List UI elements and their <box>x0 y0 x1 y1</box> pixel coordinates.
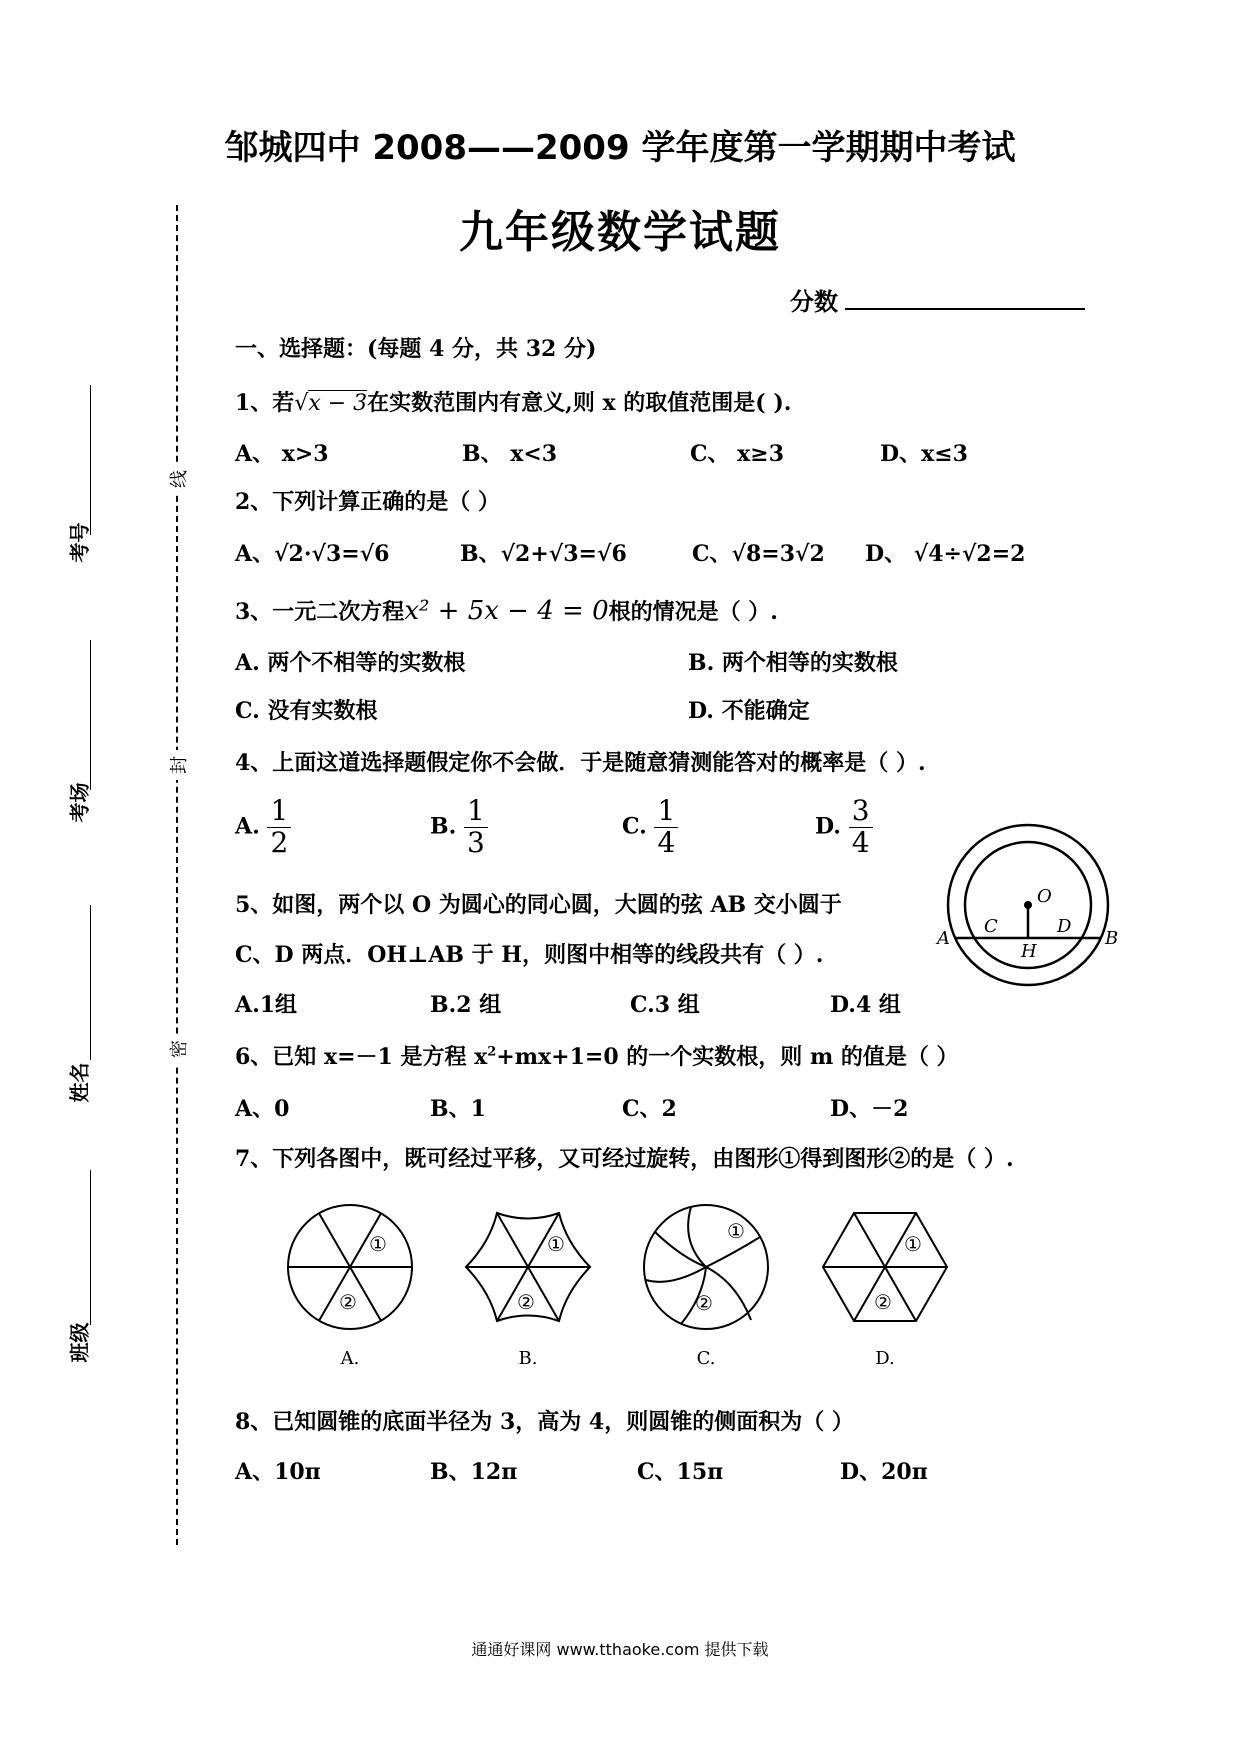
q4-b-numerator: 1 <box>467 794 485 827</box>
q4-option-d-letter: D. <box>815 813 841 840</box>
q1-option-b: B、 x<3 <box>462 441 558 467</box>
side-blank-name[interactable] <box>90 905 91 1060</box>
q5-option-b: B.2 组 <box>430 992 502 1018</box>
seal-char-secret: 密 <box>165 1034 191 1064</box>
q5-option-d: D.4 组 <box>830 992 901 1018</box>
q4-option-b-letter: B. <box>430 813 457 840</box>
q3-post: 根的情况是（ ）. <box>608 599 778 625</box>
question-1 <box>235 386 791 417</box>
seal-char-line: 线 <box>165 464 191 494</box>
side-blank-exam-number[interactable] <box>90 385 91 535</box>
exam-subtitle: 九年级数学试题 <box>459 207 781 258</box>
q6-option-a: A、0 <box>235 1096 290 1122</box>
seal-char-seal: 封 <box>165 750 191 780</box>
q8-option-c: C、15π <box>637 1459 724 1485</box>
fig-a-mark-1: ① <box>369 1232 387 1256</box>
q4-option-a <box>235 796 291 859</box>
exam-title: 邹城四中 2008——2009 学年度第一学期期中考试 <box>224 128 1016 168</box>
label-b: B <box>1105 928 1119 949</box>
q1-option-c: C、 x≥3 <box>690 441 785 467</box>
q4-option-b-fraction <box>464 796 488 859</box>
q6-option-c: C、2 <box>622 1096 677 1122</box>
q1-radicand: x − 3 <box>308 391 368 416</box>
q2-option-a: A、√2·√3=√6 <box>235 541 390 567</box>
q3-option-c: C. 没有实数根 <box>235 698 378 724</box>
figure-a-caption: A. <box>340 1348 360 1369</box>
q4-option-c-letter: C. <box>622 813 647 840</box>
q6-stem-a: 6、已知 x=－1 是方程 x <box>235 1044 488 1070</box>
q8-option-a: A、10π <box>235 1459 321 1485</box>
fig-c-mark-2: ② <box>695 1291 713 1315</box>
question-2: 2、下列计算正确的是（ ） <box>235 489 500 515</box>
label-a: A <box>937 928 950 949</box>
q3-equation: x² + 5x − 4 = 0 <box>404 596 609 626</box>
side-label-name: 姓名 <box>67 1062 92 1103</box>
question-5-line-1: 5、如图，两个以 O 为圆心的同心圆，大圆的弦 AB 交小圆于 <box>235 892 842 918</box>
q4-option-a-letter: A. <box>235 813 260 840</box>
q5-option-c: C.3 组 <box>630 992 700 1018</box>
binding-dashed-line <box>176 205 178 1545</box>
q3-option-b: B. 两个相等的实数根 <box>688 650 898 676</box>
question-8: 8、已知圆锥的底面半径为 3，高为 4，则圆锥的侧面积为（ ） <box>235 1409 854 1435</box>
q4-a-denominator: 2 <box>270 825 289 859</box>
q4-d-numerator: 3 <box>851 794 870 827</box>
q3-option-d: D. 不能确定 <box>688 698 810 724</box>
figure-b-concave-hexagon <box>463 1202 593 1332</box>
q4-option-a-fraction <box>267 796 291 859</box>
figure-c-pinwheel-circle <box>641 1202 771 1332</box>
q3-option-a: A. 两个不相等的实数根 <box>235 650 466 676</box>
label-c: C <box>984 916 998 937</box>
q1-option-a: A、 x>3 <box>235 441 329 467</box>
side-label-exam-room: 考场 <box>67 782 92 823</box>
fig-b-mark-1: ① <box>547 1232 565 1256</box>
q4-c-denominator: 4 <box>657 825 676 859</box>
side-label-exam-number: 考号 <box>67 522 92 563</box>
question-6 <box>235 1040 959 1071</box>
concentric-circles-figure <box>935 820 1125 990</box>
q3-pre: 3、一元二次方程 <box>235 599 405 625</box>
figure-c-caption: C. <box>696 1348 716 1369</box>
q4-option-c-fraction <box>654 796 678 859</box>
q6-option-b: B、1 <box>430 1096 486 1122</box>
question-5-line-2: C、D 两点．OH⊥AB 于 H，则图中相等的线段共有（ ）. <box>235 942 824 968</box>
q8-option-b: B、12π <box>430 1459 518 1485</box>
q6-stem-b: +mx+1=0 的一个实数根，则 m 的值是（ ） <box>496 1044 959 1070</box>
q8-option-d: D、20π <box>840 1459 928 1485</box>
q6-exponent: 2 <box>487 1044 497 1060</box>
q6-option-d: D、－2 <box>830 1096 909 1122</box>
footer-source: 通通好课网 www.tthaoke.com 提供下载 <box>471 1640 769 1659</box>
q4-a-numerator: 1 <box>270 794 289 827</box>
q5-option-a: A.1组 <box>235 992 298 1018</box>
section-heading: 一、选择题：(每题 4 分，共 32 分) <box>235 336 597 362</box>
q4-option-b <box>430 796 488 859</box>
q1-sqrt-sign: √ <box>294 391 309 416</box>
q4-option-d-fraction <box>849 796 873 859</box>
q1-pre: 1、若 <box>235 390 295 416</box>
fig-d-mark-1: ① <box>904 1232 922 1256</box>
fig-b-mark-2: ② <box>517 1290 535 1314</box>
q4-b-denominator: 3 <box>467 825 485 859</box>
question-4: 4、上面这道选择题假定你不会做．于是随意猜测能答对的概率是（ ）. <box>235 750 926 776</box>
fig-c-mark-1: ① <box>727 1219 745 1243</box>
q4-option-c <box>622 796 678 859</box>
figure-a-circle-sectors <box>285 1202 415 1332</box>
side-blank-class[interactable] <box>90 1170 91 1325</box>
q2-option-c: C、√8=3√2 <box>692 541 825 567</box>
side-blank-exam-room[interactable] <box>90 640 91 790</box>
figure-b-caption: B. <box>518 1348 538 1369</box>
score-label: 分数 <box>790 288 838 316</box>
question-3 <box>235 595 778 626</box>
q4-c-numerator: 1 <box>657 794 676 827</box>
question-7: 7、下列各图中，既可经过平移，又可经过旋转，由图形①得到图形②的是（ ）. <box>235 1146 1014 1172</box>
figure-d-hexagon <box>820 1202 950 1332</box>
q2-option-d: D、 √4÷√2=2 <box>865 541 1026 567</box>
fig-d-mark-2: ② <box>874 1290 892 1314</box>
side-label-class: 班级 <box>67 1322 92 1363</box>
q4-option-d <box>815 796 873 859</box>
q1-post: 在实数范围内有意义,则 x 的取值范围是( ). <box>367 390 792 416</box>
label-h: H <box>1021 941 1037 962</box>
q4-d-denominator: 4 <box>851 825 870 859</box>
label-d: D <box>1057 916 1072 937</box>
q1-option-d: D、x≤3 <box>880 441 968 467</box>
label-o: O <box>1037 886 1052 907</box>
fig-a-mark-2: ② <box>339 1290 357 1314</box>
score-blank <box>845 308 1085 310</box>
figure-d-caption: D. <box>875 1348 895 1369</box>
q2-option-b: B、√2+√3=√6 <box>460 541 627 567</box>
